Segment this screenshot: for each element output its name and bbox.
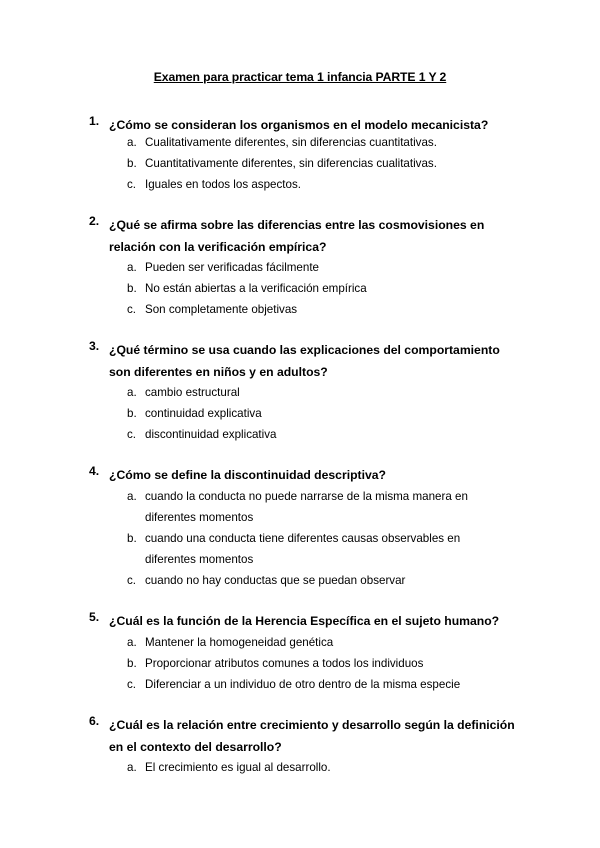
question-text: ¿Cómo se consideran los organismos en el modelo mecanicista? xyxy=(109,118,489,132)
option-letter: a. xyxy=(127,386,137,399)
question-text: ¿Cuál es la relación entre crecimiento y desarrollo según la definición en el contexto del desarrollo? xyxy=(109,718,515,754)
option-text: Iguales en todos los aspectos. xyxy=(145,178,301,191)
option-text: Cualitativamente diferentes, sin diferencias cuantitativas. xyxy=(145,136,437,149)
option-letter: c. xyxy=(127,178,137,191)
option-letter: a. xyxy=(127,261,137,274)
option-letter: b. xyxy=(127,157,137,170)
question-number: 6. xyxy=(89,714,100,728)
question-number: 5. xyxy=(89,610,100,624)
option-letter: b. xyxy=(127,532,137,545)
option-text: El crecimiento es igual al desarrollo. xyxy=(145,761,331,774)
option-text: cuando una conducta tiene diferentes causas observables en diferentes momentos xyxy=(145,532,461,566)
question-text: ¿Cómo se define la discontinuidad descriptiva? xyxy=(109,468,386,482)
option-letter: b. xyxy=(127,657,137,670)
option-letter: a. xyxy=(127,761,137,774)
page-title: Examen para practicar tema 1 infancia PARTE 1 Y 2 xyxy=(153,70,447,84)
option-text: No están abiertas a la verificación empírica xyxy=(145,282,367,295)
option-text: cuando no hay conductas que se puedan observar xyxy=(145,574,406,587)
option-letter: a. xyxy=(127,136,137,149)
option-letter: c. xyxy=(127,303,137,316)
option-letter: c. xyxy=(127,428,137,441)
question-text: ¿Qué se afirma sobre las diferencias entre las cosmovisiones en relación con la verificación empírica? xyxy=(109,218,485,254)
question-number: 1. xyxy=(89,114,100,128)
option-text: Diferenciar a un individuo de otro dentro de la misma especie xyxy=(145,678,461,691)
question-number: 3. xyxy=(89,339,100,353)
option-letter: a. xyxy=(127,490,137,503)
option-text: Cuantitativamente diferentes, sin diferencias cualitativas. xyxy=(145,157,437,170)
option-text: Pueden ser verificadas fácilmente xyxy=(145,261,319,274)
option-text: Son completamente objetivas xyxy=(145,303,298,316)
question-number: 4. xyxy=(89,464,100,478)
option-text: cuando la conducta no puede narrarse de la misma manera en diferentes momentos xyxy=(145,490,468,524)
option-text: cambio estructural xyxy=(145,386,240,399)
question-text: ¿Qué término se usa cuando las explicaciones del comportamiento son diferentes en niños y en adultos? xyxy=(109,343,500,379)
option-letter: c. xyxy=(127,574,137,587)
option-text: discontinuidad explicativa xyxy=(145,428,277,441)
question-number: 2. xyxy=(89,214,100,228)
option-text: Proporcionar atributos comunes a todos los individuos xyxy=(145,657,424,670)
option-text: Mantener la homogeneidad genética xyxy=(145,636,334,649)
option-text: continuidad explicativa xyxy=(145,407,262,420)
option-letter: a. xyxy=(127,636,137,649)
question-text: ¿Cuál es la función de la Herencia Específica en el sujeto humano? xyxy=(109,614,500,628)
option-letter: b. xyxy=(127,282,137,295)
option-letter: b. xyxy=(127,407,137,420)
option-letter: c. xyxy=(127,678,137,691)
